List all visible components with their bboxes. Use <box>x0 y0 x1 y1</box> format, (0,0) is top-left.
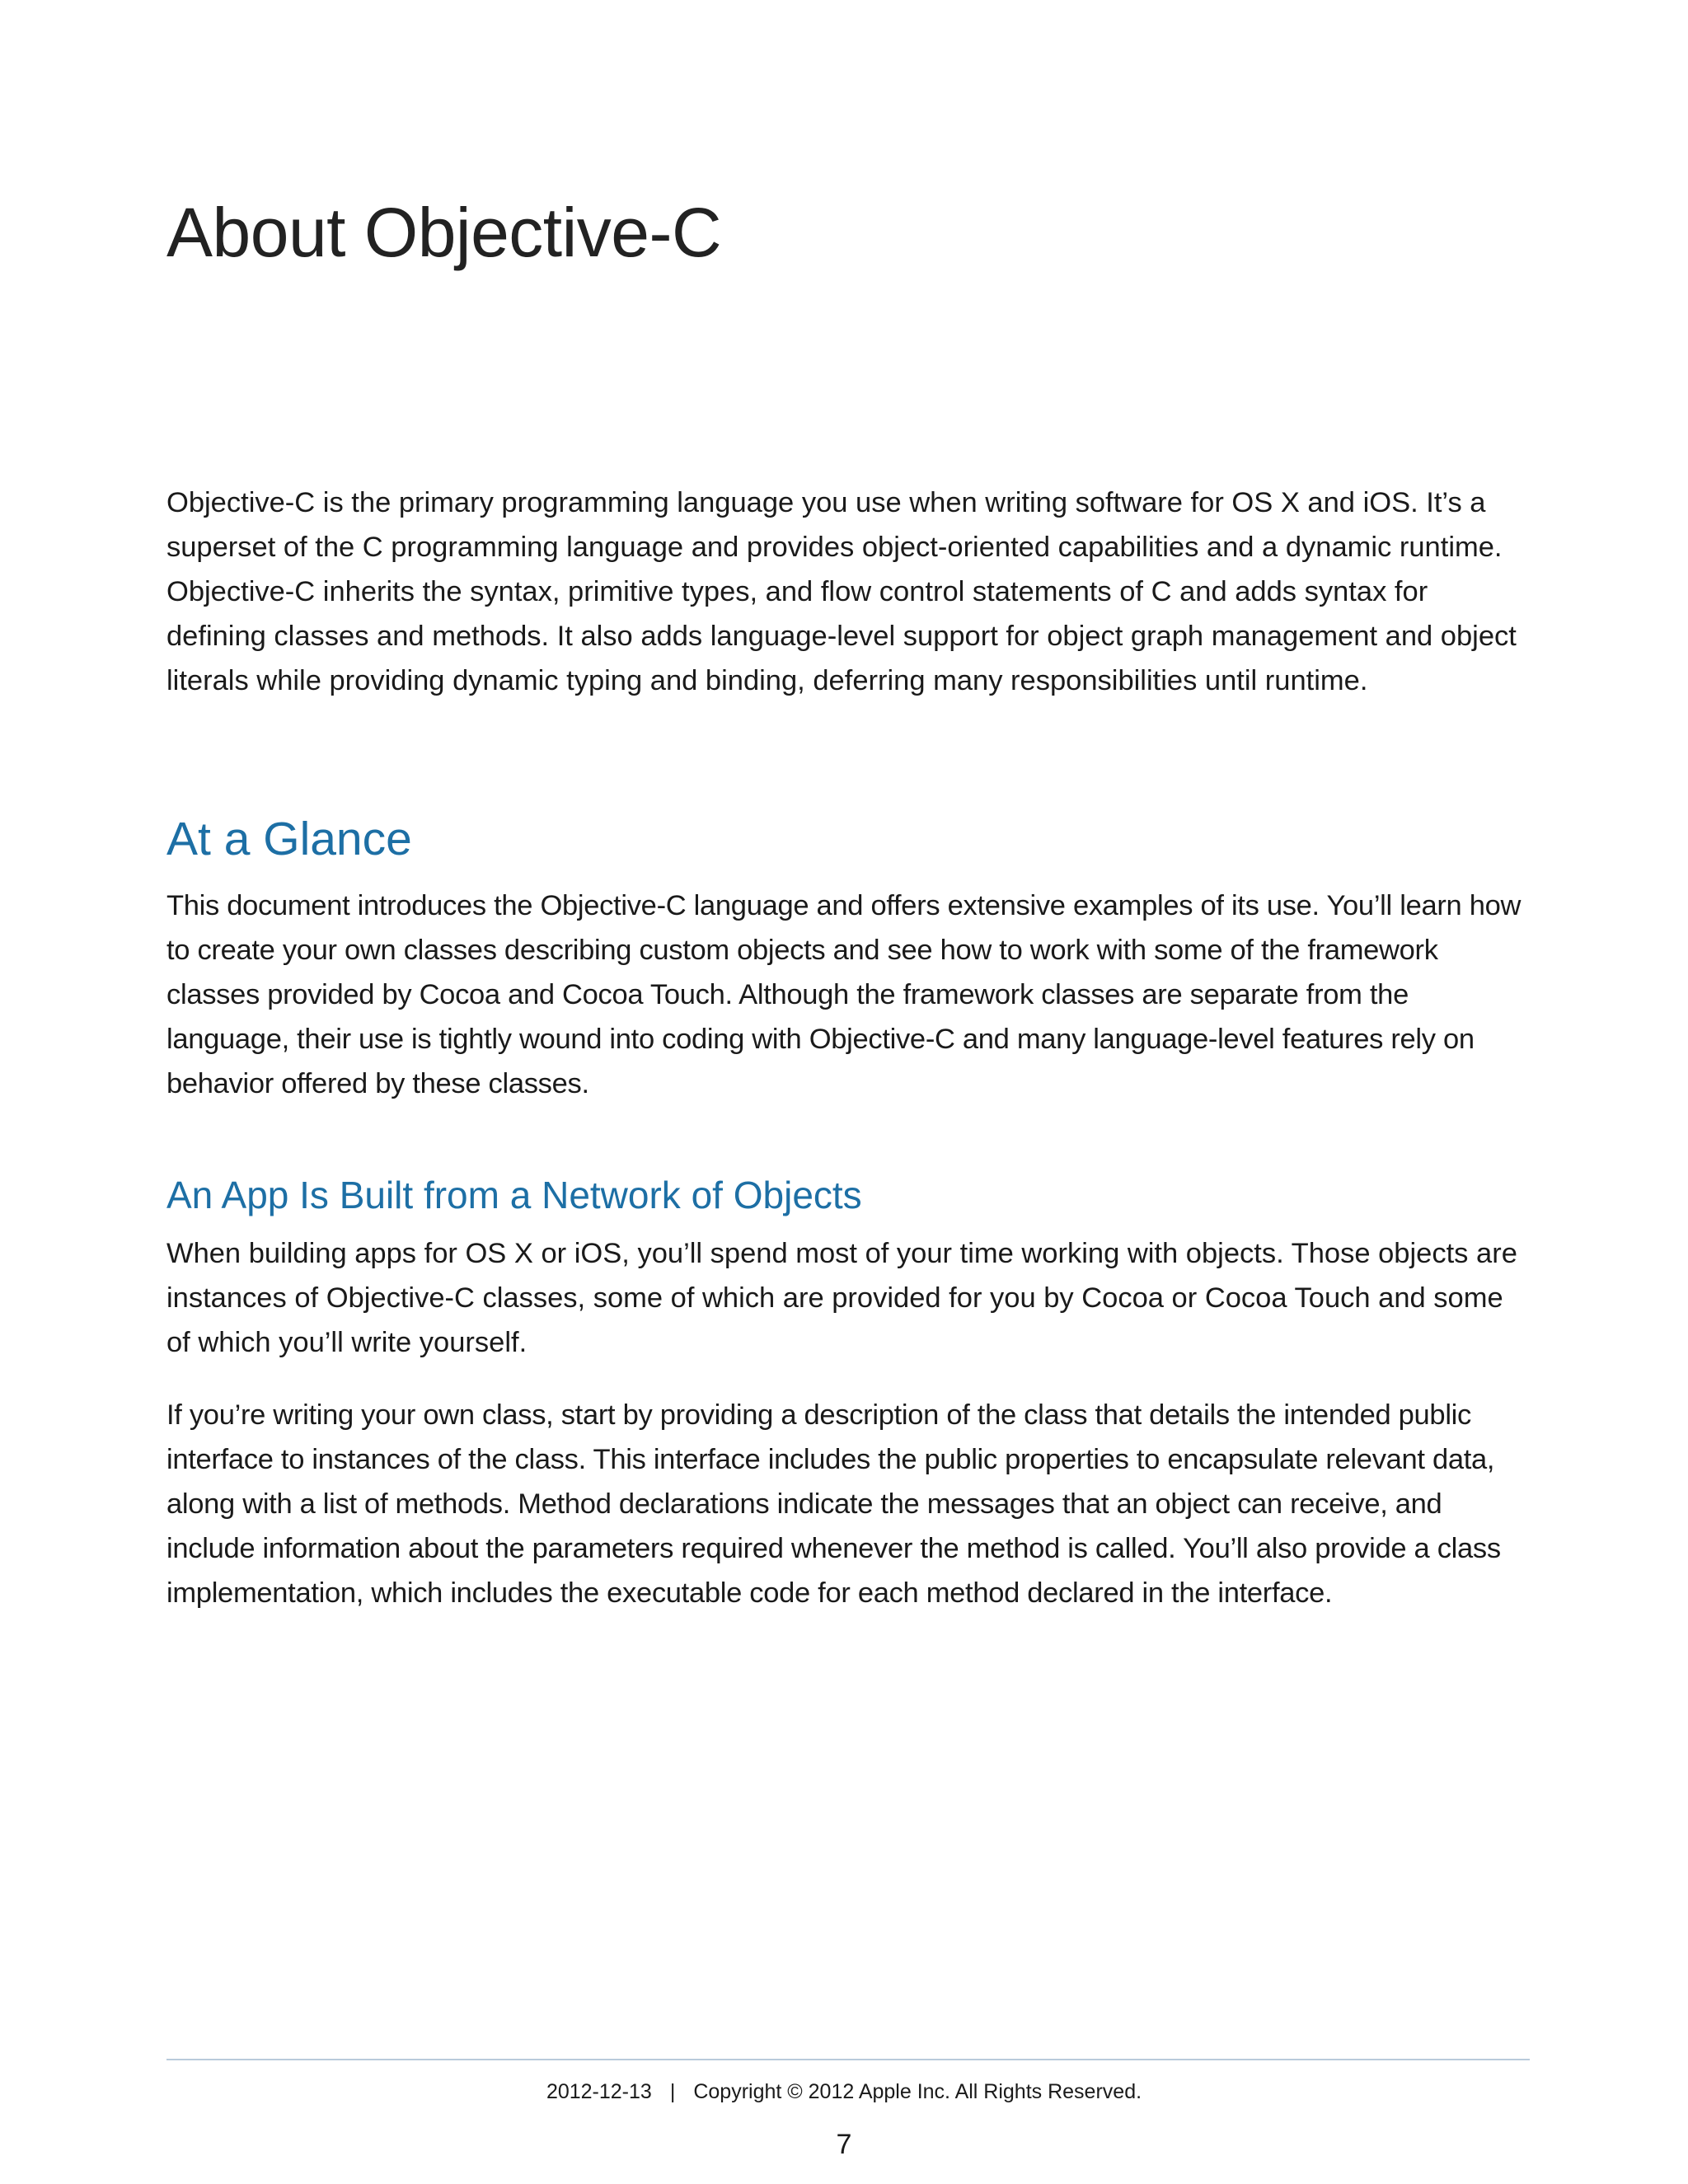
chapter-title: About Objective-C <box>166 194 722 271</box>
footer-separator: | <box>669 2080 676 2103</box>
subsection-heading-network-of-objects: An App Is Built from a Network of Objects <box>166 1174 862 1216</box>
intro-paragraph: Objective-C is the primary programming language you use when writing software for OS X and iOS. It’s a superset of the C programming language and provides object-oriented capabilities and a dynamic runtime. Objective-C inherits the syntax, primitive types, and flow control statements of C and adds syntax for defining classes and methods. It also adds language-level support for object graph management and object literals while providing dynamic typing and binding, deferring many responsibilities until runtime. <box>166 487 1517 696</box>
network-of-objects-paragraph-1: When building apps for OS X or iOS, you’ll spend most of your time working with objects. Those objects are instances of Objective-C classes, some of which are provided for you by Cocoa or Cocoa Touch and some of which you’ll write yourself. <box>166 1238 1517 1358</box>
footer-copyright: Copyright © 2012 Apple Inc. All Rights Reserved. <box>693 2080 1142 2103</box>
footer-date: 2012-12-13 <box>546 2080 652 2103</box>
at-a-glance-paragraph: This document introduces the Objective-C language and offers extensive examples of its use. You’ll learn how to create your own classes describing custom objects and see how to work with some of the framework classes provided by Cocoa and Cocoa Touch. Although the framework classes are separate from the language, their use is tightly wound into coding with Objective-C and many language-level features rely on behavior offered by these classes. <box>166 890 1522 1099</box>
page-number: 7 <box>836 2129 852 2160</box>
network-of-objects-paragraph-2: If you’re writing your own class, start by providing a description of the class that details the intended public interface to instances of the class. This interface includes the public properties to encapsulate relevant data, along with a list of methods. Method declarations indicate the messages that an object can receive, and include information about the parameters required whenever the method is called. You’ll also provide a class implementation, which includes the executable code for each method declared in the interface. <box>166 1399 1501 1609</box>
section-heading-at-a-glance: At a Glance <box>166 813 412 865</box>
footer <box>0 2077 1688 2107</box>
footer-divider <box>166 2059 1530 2060</box>
